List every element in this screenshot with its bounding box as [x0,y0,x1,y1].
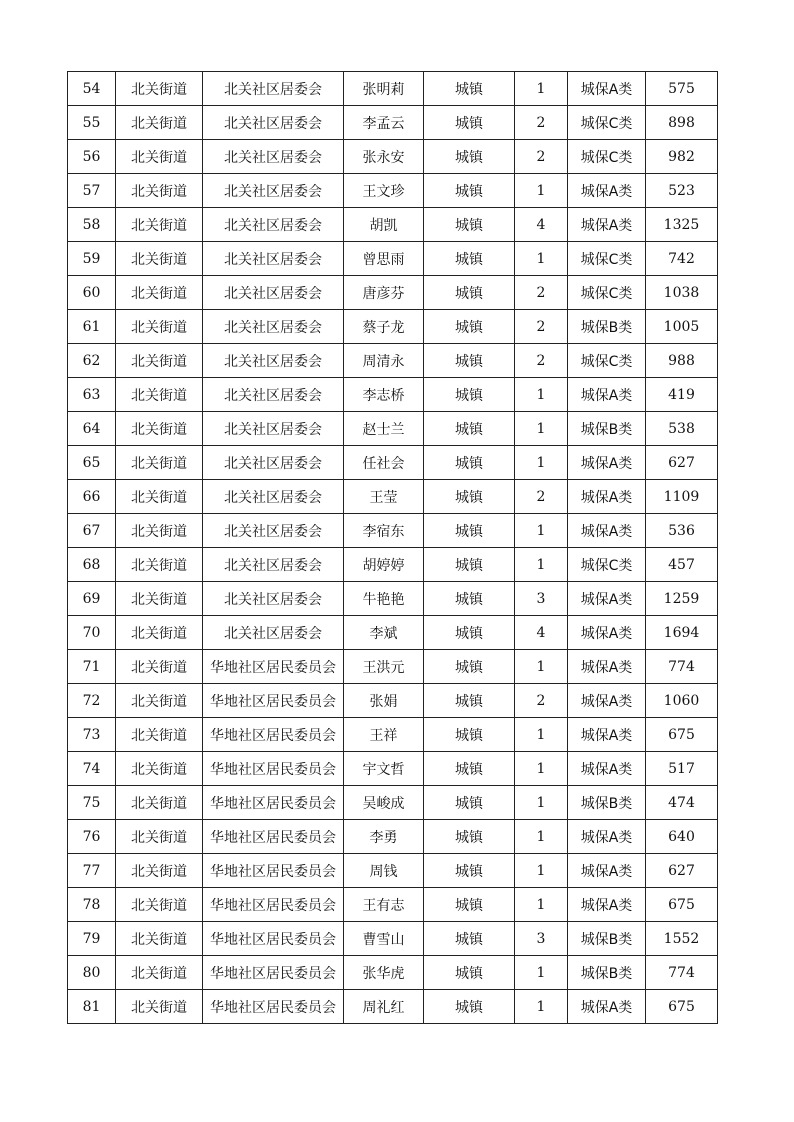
name-cell: 王洪元 [344,650,424,684]
street-cell: 北关街道 [116,242,203,276]
community-cell: 华地社区居民委员会 [203,684,344,718]
member-count-cell: 3 [515,582,568,616]
assistance-class-cell: 城保B类 [568,956,646,990]
name-cell: 王祥 [344,718,424,752]
amount-cell: 1060 [646,684,718,718]
name-cell: 周礼红 [344,990,424,1024]
table-row [68,242,718,276]
member-count-cell: 1 [515,990,568,1024]
street-cell: 北关街道 [116,378,203,412]
member-count-cell: 1 [515,378,568,412]
serial-no-cell: 78 [68,888,116,922]
household-type-cell: 城镇 [424,684,515,718]
amount-cell: 1038 [646,276,718,310]
assistance-class-cell: 城保C类 [568,106,646,140]
household-type-cell: 城镇 [424,718,515,752]
table-row [68,446,718,480]
community-cell: 北关社区居委会 [203,582,344,616]
serial-no-cell: 63 [68,378,116,412]
assistance-class-cell: 城保B类 [568,310,646,344]
table-row [68,514,718,548]
household-type-cell: 城镇 [424,208,515,242]
household-type-cell: 城镇 [424,922,515,956]
community-cell: 北关社区居委会 [203,412,344,446]
amount-cell: 1552 [646,922,718,956]
name-cell: 吴峻成 [344,786,424,820]
amount-cell: 523 [646,174,718,208]
table-row [68,276,718,310]
household-type-cell: 城镇 [424,990,515,1024]
member-count-cell: 2 [515,310,568,344]
amount-cell: 419 [646,378,718,412]
serial-no-cell: 62 [68,344,116,378]
street-cell: 北关街道 [116,106,203,140]
household-type-cell: 城镇 [424,242,515,276]
name-cell: 牛艳艳 [344,582,424,616]
serial-no-cell: 66 [68,480,116,514]
household-type-cell: 城镇 [424,480,515,514]
name-cell: 胡凯 [344,208,424,242]
serial-no-cell: 74 [68,752,116,786]
records-table [67,71,718,1024]
serial-no-cell: 56 [68,140,116,174]
amount-cell: 1005 [646,310,718,344]
street-cell: 北关街道 [116,956,203,990]
assistance-class-cell: 城保A类 [568,514,646,548]
member-count-cell: 1 [515,752,568,786]
amount-cell: 517 [646,752,718,786]
assistance-class-cell: 城保B类 [568,786,646,820]
street-cell: 北关街道 [116,480,203,514]
assistance-class-cell: 城保A类 [568,888,646,922]
household-type-cell: 城镇 [424,412,515,446]
assistance-class-cell: 城保A类 [568,820,646,854]
assistance-class-cell: 城保A类 [568,378,646,412]
community-cell: 北关社区居委会 [203,548,344,582]
name-cell: 李勇 [344,820,424,854]
table-row [68,684,718,718]
serial-no-cell: 73 [68,718,116,752]
household-type-cell: 城镇 [424,650,515,684]
assistance-class-cell: 城保C类 [568,344,646,378]
table-row [68,888,718,922]
community-cell: 北关社区居委会 [203,446,344,480]
assistance-class-cell: 城保C类 [568,548,646,582]
serial-no-cell: 77 [68,854,116,888]
member-count-cell: 2 [515,480,568,514]
assistance-class-cell: 城保A类 [568,616,646,650]
household-type-cell: 城镇 [424,378,515,412]
community-cell: 北关社区居委会 [203,242,344,276]
member-count-cell: 2 [515,344,568,378]
table-row [68,174,718,208]
assistance-class-cell: 城保C类 [568,242,646,276]
community-cell: 北关社区居委会 [203,480,344,514]
community-cell: 华地社区居民委员会 [203,752,344,786]
name-cell: 周清永 [344,344,424,378]
table-row [68,310,718,344]
member-count-cell: 1 [515,786,568,820]
table-row [68,854,718,888]
table-row [68,956,718,990]
community-cell: 华地社区居民委员会 [203,650,344,684]
amount-cell: 1259 [646,582,718,616]
household-type-cell: 城镇 [424,548,515,582]
member-count-cell: 1 [515,820,568,854]
street-cell: 北关街道 [116,684,203,718]
table-row [68,480,718,514]
serial-no-cell: 71 [68,650,116,684]
household-type-cell: 城镇 [424,446,515,480]
serial-no-cell: 67 [68,514,116,548]
amount-cell: 675 [646,990,718,1024]
street-cell: 北关街道 [116,344,203,378]
member-count-cell: 1 [515,854,568,888]
table-row [68,106,718,140]
household-type-cell: 城镇 [424,276,515,310]
table-row [68,140,718,174]
serial-no-cell: 72 [68,684,116,718]
serial-no-cell: 76 [68,820,116,854]
table-row [68,378,718,412]
table-row [68,786,718,820]
community-cell: 华地社区居民委员会 [203,718,344,752]
amount-cell: 982 [646,140,718,174]
community-cell: 华地社区居民委员会 [203,990,344,1024]
street-cell: 北关街道 [116,582,203,616]
member-count-cell: 1 [515,174,568,208]
household-type-cell: 城镇 [424,582,515,616]
name-cell: 李斌 [344,616,424,650]
street-cell: 北关街道 [116,718,203,752]
assistance-class-cell: 城保A类 [568,752,646,786]
serial-no-cell: 60 [68,276,116,310]
member-count-cell: 1 [515,446,568,480]
household-type-cell: 城镇 [424,854,515,888]
amount-cell: 457 [646,548,718,582]
name-cell: 胡婷婷 [344,548,424,582]
name-cell: 宇文哲 [344,752,424,786]
street-cell: 北关街道 [116,276,203,310]
name-cell: 张娟 [344,684,424,718]
assistance-class-cell: 城保A类 [568,582,646,616]
assistance-class-cell: 城保A类 [568,208,646,242]
name-cell: 曾思雨 [344,242,424,276]
street-cell: 北关街道 [116,820,203,854]
serial-no-cell: 69 [68,582,116,616]
name-cell: 唐彦芬 [344,276,424,310]
serial-no-cell: 75 [68,786,116,820]
assistance-class-cell: 城保C类 [568,276,646,310]
street-cell: 北关街道 [116,922,203,956]
community-cell: 北关社区居委会 [203,140,344,174]
assistance-class-cell: 城保A类 [568,650,646,684]
table-row [68,718,718,752]
household-type-cell: 城镇 [424,344,515,378]
serial-no-cell: 79 [68,922,116,956]
street-cell: 北关街道 [116,174,203,208]
table-row [68,72,718,106]
assistance-class-cell: 城保A类 [568,446,646,480]
member-count-cell: 1 [515,412,568,446]
household-type-cell: 城镇 [424,752,515,786]
table-row [68,616,718,650]
table-row [68,344,718,378]
serial-no-cell: 58 [68,208,116,242]
street-cell: 北关街道 [116,752,203,786]
assistance-class-cell: 城保A类 [568,72,646,106]
street-cell: 北关街道 [116,990,203,1024]
community-cell: 华地社区居民委员会 [203,922,344,956]
amount-cell: 575 [646,72,718,106]
serial-no-cell: 80 [68,956,116,990]
household-type-cell: 城镇 [424,174,515,208]
serial-no-cell: 57 [68,174,116,208]
amount-cell: 627 [646,446,718,480]
amount-cell: 675 [646,888,718,922]
name-cell: 张明莉 [344,72,424,106]
amount-cell: 898 [646,106,718,140]
community-cell: 华地社区居民委员会 [203,854,344,888]
street-cell: 北关街道 [116,888,203,922]
amount-cell: 1694 [646,616,718,650]
table-row [68,208,718,242]
amount-cell: 1325 [646,208,718,242]
member-count-cell: 1 [515,514,568,548]
community-cell: 北关社区居委会 [203,616,344,650]
table-row [68,650,718,684]
member-count-cell: 2 [515,684,568,718]
street-cell: 北关街道 [116,514,203,548]
name-cell: 李孟云 [344,106,424,140]
member-count-cell: 1 [515,548,568,582]
amount-cell: 774 [646,956,718,990]
household-type-cell: 城镇 [424,72,515,106]
street-cell: 北关街道 [116,650,203,684]
name-cell: 曹雪山 [344,922,424,956]
member-count-cell: 1 [515,242,568,276]
amount-cell: 536 [646,514,718,548]
member-count-cell: 1 [515,72,568,106]
name-cell: 蔡子龙 [344,310,424,344]
street-cell: 北关街道 [116,854,203,888]
amount-cell: 640 [646,820,718,854]
member-count-cell: 4 [515,208,568,242]
household-type-cell: 城镇 [424,616,515,650]
member-count-cell: 2 [515,140,568,174]
household-type-cell: 城镇 [424,956,515,990]
name-cell: 王有志 [344,888,424,922]
amount-cell: 538 [646,412,718,446]
assistance-class-cell: 城保C类 [568,140,646,174]
community-cell: 华地社区居民委员会 [203,786,344,820]
name-cell: 李宿东 [344,514,424,548]
serial-no-cell: 65 [68,446,116,480]
member-count-cell: 4 [515,616,568,650]
household-type-cell: 城镇 [424,310,515,344]
community-cell: 华地社区居民委员会 [203,888,344,922]
assistance-class-cell: 城保A类 [568,990,646,1024]
assistance-class-cell: 城保A类 [568,174,646,208]
serial-no-cell: 70 [68,616,116,650]
community-cell: 北关社区居委会 [203,208,344,242]
community-cell: 华地社区居民委员会 [203,820,344,854]
assistance-class-cell: 城保A类 [568,684,646,718]
amount-cell: 1109 [646,480,718,514]
community-cell: 北关社区居委会 [203,174,344,208]
table-row [68,582,718,616]
assistance-class-cell: 城保A类 [568,854,646,888]
community-cell: 北关社区居委会 [203,344,344,378]
assistance-class-cell: 城保A类 [568,480,646,514]
name-cell: 王文珍 [344,174,424,208]
community-cell: 华地社区居民委员会 [203,956,344,990]
table-row [68,752,718,786]
serial-no-cell: 64 [68,412,116,446]
name-cell: 张永安 [344,140,424,174]
name-cell: 王莹 [344,480,424,514]
street-cell: 北关街道 [116,412,203,446]
member-count-cell: 3 [515,922,568,956]
serial-no-cell: 61 [68,310,116,344]
table-row [68,922,718,956]
name-cell: 周钱 [344,854,424,888]
amount-cell: 742 [646,242,718,276]
community-cell: 北关社区居委会 [203,378,344,412]
household-type-cell: 城镇 [424,106,515,140]
community-cell: 北关社区居委会 [203,72,344,106]
community-cell: 北关社区居委会 [203,514,344,548]
table-row [68,820,718,854]
amount-cell: 627 [646,854,718,888]
street-cell: 北关街道 [116,208,203,242]
amount-cell: 774 [646,650,718,684]
serial-no-cell: 59 [68,242,116,276]
household-type-cell: 城镇 [424,888,515,922]
name-cell: 李志桥 [344,378,424,412]
street-cell: 北关街道 [116,310,203,344]
assistance-class-cell: 城保B类 [568,412,646,446]
household-type-cell: 城镇 [424,140,515,174]
street-cell: 北关街道 [116,548,203,582]
member-count-cell: 2 [515,106,568,140]
table-row [68,990,718,1024]
assistance-class-cell: 城保A类 [568,718,646,752]
amount-cell: 675 [646,718,718,752]
records-body [68,72,718,1024]
member-count-cell: 2 [515,276,568,310]
community-cell: 北关社区居委会 [203,310,344,344]
assistance-class-cell: 城保B类 [568,922,646,956]
serial-no-cell: 54 [68,72,116,106]
serial-no-cell: 81 [68,990,116,1024]
serial-no-cell: 68 [68,548,116,582]
table-row [68,548,718,582]
member-count-cell: 1 [515,956,568,990]
name-cell: 赵士兰 [344,412,424,446]
community-cell: 北关社区居委会 [203,106,344,140]
street-cell: 北关街道 [116,72,203,106]
street-cell: 北关街道 [116,786,203,820]
name-cell: 张华虎 [344,956,424,990]
amount-cell: 474 [646,786,718,820]
table-row [68,412,718,446]
amount-cell: 988 [646,344,718,378]
street-cell: 北关街道 [116,140,203,174]
serial-no-cell: 55 [68,106,116,140]
street-cell: 北关街道 [116,446,203,480]
community-cell: 北关社区居委会 [203,276,344,310]
household-type-cell: 城镇 [424,514,515,548]
member-count-cell: 1 [515,650,568,684]
street-cell: 北关街道 [116,616,203,650]
household-type-cell: 城镇 [424,820,515,854]
member-count-cell: 1 [515,718,568,752]
household-type-cell: 城镇 [424,786,515,820]
member-count-cell: 1 [515,888,568,922]
name-cell: 任社会 [344,446,424,480]
